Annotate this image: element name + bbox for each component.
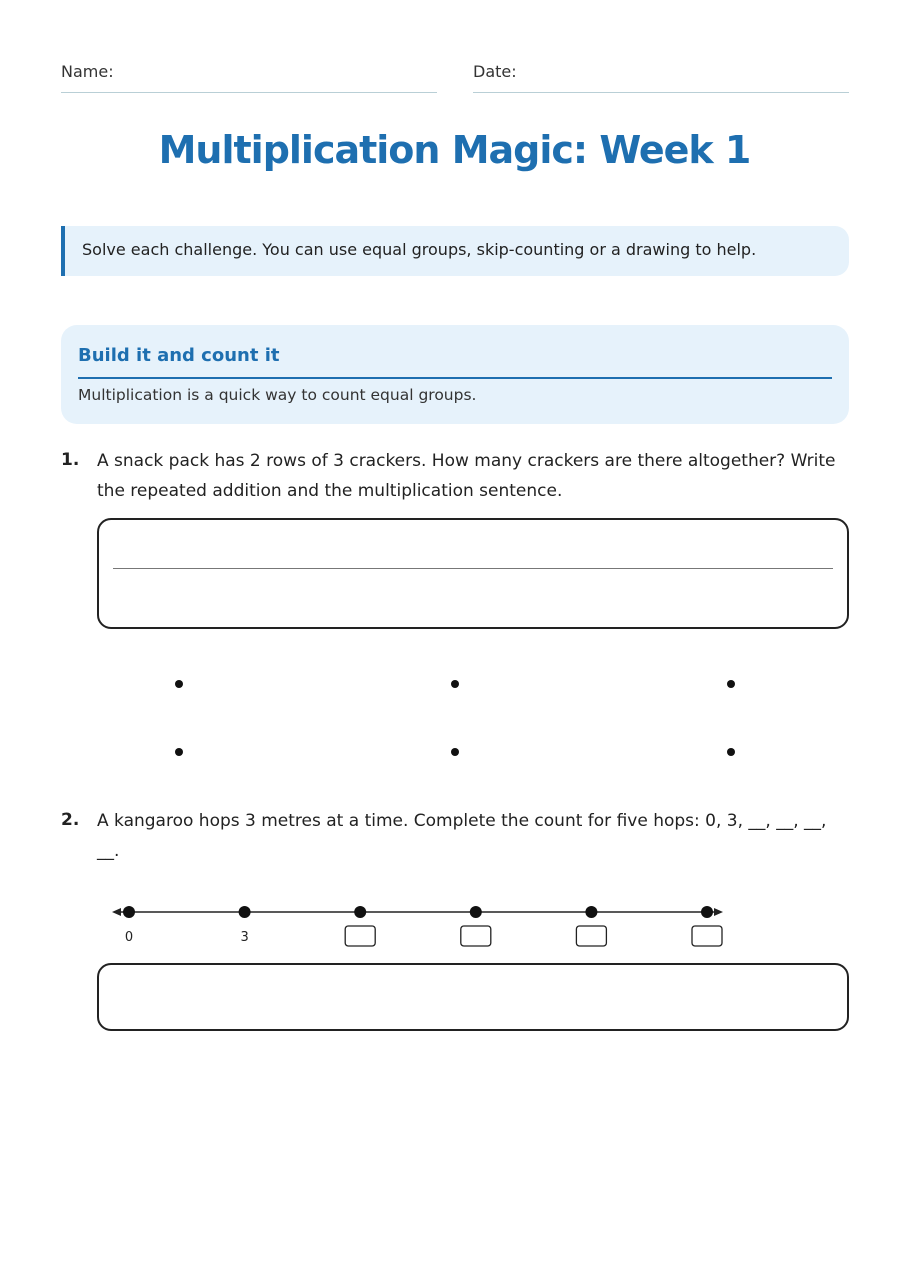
number-line-point	[701, 906, 713, 918]
number-line-answer-box[interactable]	[576, 926, 606, 946]
number-line-answer-box[interactable]	[692, 926, 722, 946]
number-line-point	[123, 906, 135, 918]
concept-heading: Build it and count it	[78, 345, 280, 366]
left-arrow-icon	[112, 908, 121, 916]
number-line-point	[470, 906, 482, 918]
question-2-answer-box[interactable]	[97, 963, 849, 1031]
number-line-answer-box[interactable]	[345, 926, 375, 946]
question-1-number: 1.	[61, 450, 80, 470]
number-line-answer-box[interactable]	[461, 926, 491, 946]
instructions-text: Solve each challenge. You can use equal groups, skip-counting or a drawing to help.	[82, 240, 757, 259]
number-line-label: 3	[240, 930, 249, 945]
question-2-number: 2.	[61, 810, 80, 830]
number-line-label: 0	[124, 930, 134, 945]
number-line-point	[354, 906, 366, 918]
question-1-text: A snack pack has 2 rows of 3 crackers. How many crackers are there altogether? Write the repeated addition and the multiplication sentence.	[97, 451, 836, 501]
question-2-text: A kangaroo hops 3 metres at a time. Complete the count for five hops: 0, 3, __, __, __, __.	[97, 811, 827, 861]
date-label: Date:	[473, 62, 517, 81]
number-line-point	[585, 906, 597, 918]
number-line-point	[239, 906, 251, 918]
right-arrow-icon	[714, 908, 723, 916]
name-label: Name:	[61, 62, 114, 81]
worksheet-title: Multiplication Magic: Week 1	[158, 128, 751, 172]
concept-text: Multiplication is a quick way to count equal groups.	[78, 386, 477, 404]
